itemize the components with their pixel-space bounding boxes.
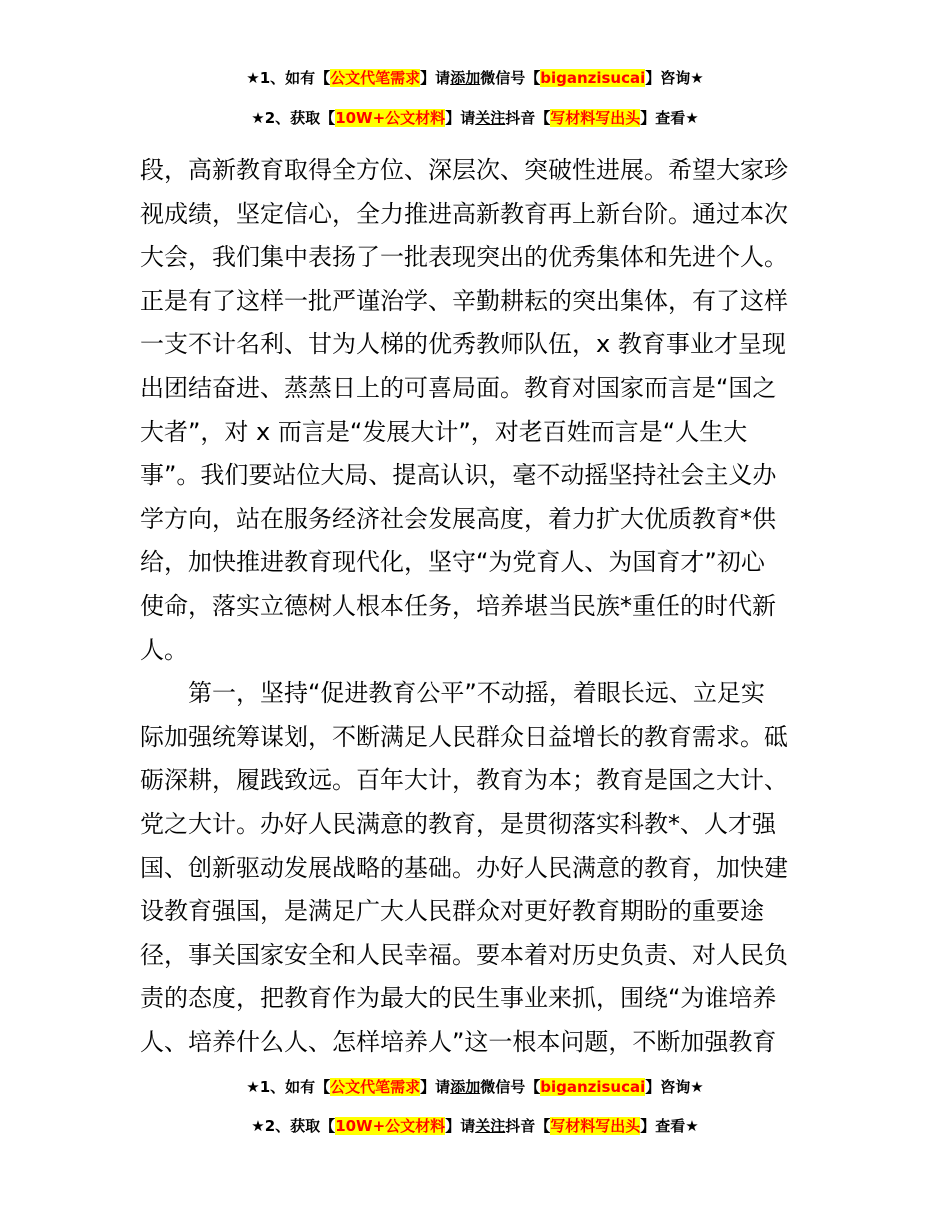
text-line: 视成绩，坚定信心，全力推进高新教育再上新台阶。通过本次 (140, 199, 788, 228)
banner-text: 】请 (445, 1117, 476, 1135)
banner-text: ★2、获取【 (251, 109, 336, 127)
highlight-text: biganzisucai (540, 69, 646, 87)
paragraph-2 (140, 672, 812, 1064)
text-line: 大会，我们集中表扬了一批表现突出的优秀集体和先进个人。 (140, 243, 788, 272)
underlined-text: 关注 (475, 1117, 506, 1135)
text-line: 人、培养什么人、怎样培养人”这一根本问题，不断加强教育 (140, 1027, 777, 1056)
text-line: 际加强统筹谋划，不断满足人民群众日益增长的教育需求。砥 (140, 722, 788, 751)
text-line: 一支不计名利、甘为人梯的优秀教师队伍，x 教育事业才呈现 (140, 330, 786, 359)
highlight-text: 公文代笔需求 (330, 1078, 421, 1096)
banner-text: 抖音【 (505, 1117, 551, 1135)
highlight-text: 写材料写出头 (550, 109, 641, 127)
footer-banner-line-1 (0, 1076, 950, 1098)
banner-text: 】咨询★ (645, 1078, 704, 1096)
banner-text: 抖音【 (505, 109, 551, 127)
highlight-text: 10W+公文材料 (335, 1117, 446, 1135)
banner-text: 微信号【 (480, 69, 541, 87)
text-line: 使命，落实立德树人根本任务，培养堪当民族*重任的时代新 (140, 591, 776, 620)
document-body (140, 149, 812, 1064)
text-line: 人。 (140, 635, 188, 664)
underlined-text: 关注 (475, 109, 506, 127)
text-line: 第一，坚持“促进教育公平”不动摇，着眼长远、立足实 (188, 679, 765, 708)
highlight-text: 公文代笔需求 (330, 69, 421, 87)
text-line: 出团结奋进、蒸蒸日上的可喜局面。教育对国家而言是“国之 (140, 373, 777, 402)
banner-text: ★1、如有【 (246, 1078, 331, 1096)
text-line: 砺深耕，履践致远。百年大计，教育为本；教育是国之大计、 (140, 766, 788, 795)
text-line: 径，事关国家安全和人民幸福。要本着对历史负责、对人民负 (140, 940, 788, 969)
banner-text: 】请 (420, 1078, 451, 1096)
banner-text: 】查看★ (640, 109, 699, 127)
header-banner-line-1 (0, 67, 950, 89)
paragraph-1 (140, 149, 812, 672)
footer-banner-line-2 (0, 1115, 950, 1137)
banner-text: 】请 (445, 109, 476, 127)
text-line: 正是有了这样一批严谨治学、辛勤耕耘的突出集体，有了这样 (140, 286, 788, 315)
text-line: 学方向，站在服务经济社会发展高度，着力扩大优质教育*供 (140, 504, 776, 533)
text-line: 党之大计。办好人民满意的教育，是贯彻落实科教*、人才强 (140, 809, 776, 838)
text-line: 段，高新教育取得全方位、深层次、突破性进展。希望大家珍 (140, 156, 788, 184)
highlight-text: 写材料写出头 (550, 1117, 641, 1135)
banner-text: ★1、如有【 (246, 69, 331, 87)
text-line: 责的态度，把教育作为最大的民生事业来抓，围绕“为谁培养 (140, 984, 777, 1013)
underlined-text: 添加 (450, 69, 481, 87)
text-line: 大者”，对 x 而言是“发展大计”，对老百姓而言是“人生大 (140, 417, 748, 446)
underlined-text: 添加 (450, 1078, 481, 1096)
text-line: 国、创新驱动发展战略的基础。办好人民满意的教育，加快建 (140, 853, 788, 882)
highlight-text: biganzisucai (540, 1078, 646, 1096)
banner-text: 】查看★ (640, 1117, 699, 1135)
text-line: 给，加快推进教育现代化，坚守“为党育人、为国育才”初心 (140, 548, 765, 577)
highlight-text: 10W+公文材料 (335, 109, 446, 127)
banner-text: 】咨询★ (645, 69, 704, 87)
text-line: 事”。我们要站位大局、提高认识，毫不动摇坚持社会主义办 (140, 461, 777, 490)
banner-text: ★2、获取【 (251, 1117, 336, 1135)
text-line: 设教育强国，是满足广大人民群众对更好教育期盼的重要途 (140, 897, 764, 926)
banner-text: 微信号【 (480, 1078, 541, 1096)
banner-text: 】请 (420, 69, 451, 87)
header-banner-line-2 (0, 107, 950, 129)
